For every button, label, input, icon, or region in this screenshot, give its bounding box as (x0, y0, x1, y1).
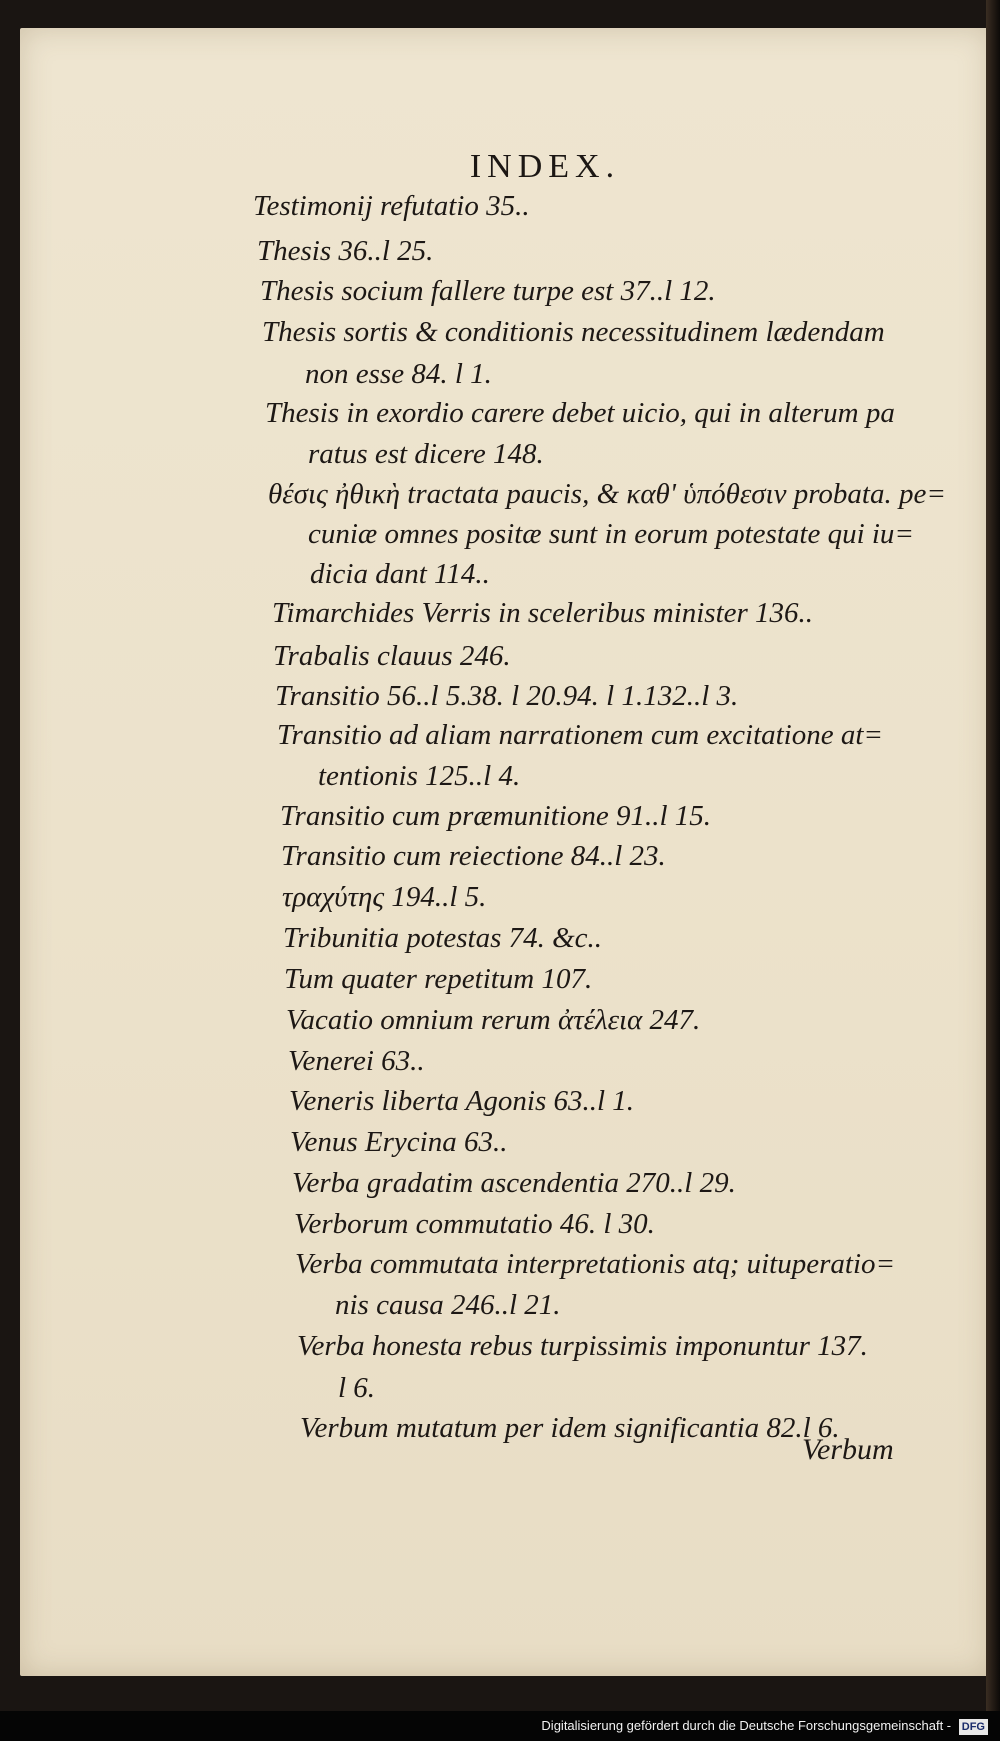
index-line: dicia dant 114.. (310, 558, 490, 590)
index-line: Thesis sortis & conditionis necessitudinem lædendam (262, 316, 885, 348)
index-line: non esse 84. l 1. (305, 358, 492, 390)
index-line: Verba gradatim ascendentia 270..l 29. (292, 1167, 736, 1199)
catchword: Verbum (802, 1433, 894, 1466)
index-line: cuniæ omnes positæ sunt in eorum potestate qui iu= (308, 518, 914, 550)
index-line: ratus est dicere 148. (308, 438, 544, 470)
index-line: Vacatio omnium rerum ἀτέλεια 247. (286, 1004, 701, 1036)
index-line: nis causa 246..l 21. (335, 1289, 561, 1321)
index-line: Tum quater repetitum 107. (284, 963, 593, 995)
index-line: Venus Erycina 63.. (290, 1126, 508, 1158)
index-line: Thesis in exordio carere debet uicio, qui in alterum pa (265, 397, 895, 429)
index-line: Verborum commutatio 46. l 30. (294, 1208, 655, 1240)
index-line: Transitio 56..l 5.38. l 20.94. l 1.132..l 3. (275, 680, 739, 712)
index-line: Transitio ad aliam narrationem cum excitatione at= (277, 719, 883, 751)
index-line: θέσις ἠθικὴ tractata paucis, & καθ' ὑπόθεσιν probata. pe= (268, 478, 946, 510)
dfg-logo-icon: DFG (959, 1719, 988, 1735)
index-line: Testimonij refutatio 35.. (253, 190, 530, 222)
page-header: INDEX. (469, 148, 621, 185)
index-line: tentionis 125..l 4. (318, 760, 521, 792)
index-line: Veneris liberta Agonis 63..l 1. (289, 1085, 635, 1117)
index-line: Verbum mutatum per idem significantia 82.l 6. (300, 1412, 840, 1444)
index-line: Trabalis clauus 246. (273, 640, 511, 672)
index-line: Thesis 36..l 25. (257, 235, 434, 267)
index-line: τραχύτης 194..l 5. (282, 881, 487, 913)
index-line: Timarchides Verris in sceleribus minister 136.. (272, 597, 814, 629)
index-line: Venerei 63.. (288, 1045, 425, 1077)
footer-text: Digitalisierung gefördert durch die Deutsche Forschungsgemeinschaft - (541, 1718, 952, 1733)
index-line: Transitio cum præmunitione 91..l 15. (280, 800, 712, 832)
digitization-footer (0, 1711, 1000, 1741)
index-line: Transitio cum reiectione 84..l 23. (281, 840, 666, 872)
index-line: Verba honesta rebus turpissimis imponuntur 137. (297, 1330, 868, 1362)
index-line: Tribunitia potestas 74. &c.. (283, 922, 603, 954)
index-line: l 6. (338, 1372, 376, 1404)
index-line: Verba commutata interpretationis atq; uituperatio= (295, 1248, 896, 1280)
index-line: Thesis socium fallere turpe est 37..l 12. (260, 275, 716, 307)
